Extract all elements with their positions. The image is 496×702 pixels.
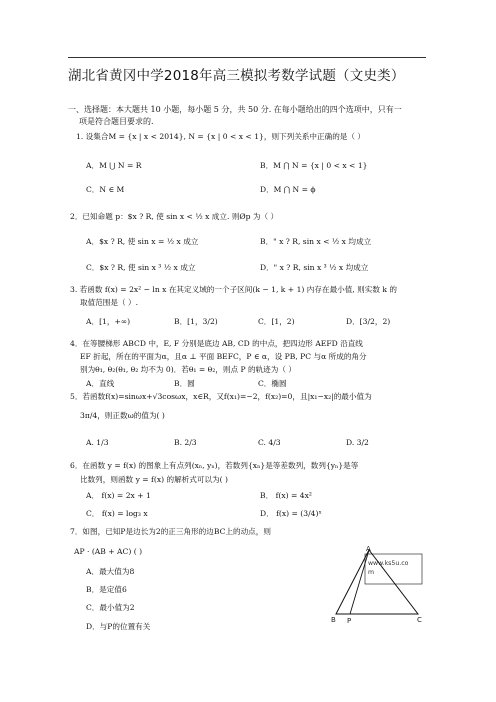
q1-option-c: C．N ∈ M: [86, 185, 125, 194]
q5-option-a: A. 1/3: [86, 438, 109, 447]
q5-option-d: D. 3/2: [346, 438, 369, 447]
section-instruction-line1: 一、选择题：本大题共 10 小题，每小题 5 分，共 50 分. 在每小题给出的四个选项中，只有一: [68, 105, 402, 114]
label-vertex-c: C: [417, 616, 422, 624]
q6-option-d: D． f(x) = (3/4)ˣ: [260, 509, 322, 518]
q3-option-d: D．[3/2，2): [346, 317, 391, 326]
q2-option-d: D．" x ? R, sin x ³ ½ x 均成立: [260, 263, 369, 272]
q5-option-c: C. 4/3: [258, 438, 281, 447]
q6-option-b: B． f(x) = 4x²: [260, 491, 312, 500]
triangle-figure: [330, 542, 430, 624]
q5-line1: 5．若函数f(x)=sinωx+√3cosωx，x∈R，又f(x₁)=−2，f(x₂)=0，且|x₁−x₂|的最小值为: [70, 392, 372, 401]
q5-option-b: B. 2/3: [174, 438, 197, 447]
top-rule: [68, 57, 426, 58]
q7-expression: AP · (AB + AC) ( ): [74, 547, 143, 556]
q3-stem-line2: 取值范围是（ ）.: [80, 298, 138, 307]
q1-option-d: D．M ⋂ N = ϕ: [260, 185, 316, 194]
q7-option-d: D．与P的位置有关: [86, 622, 151, 631]
page-title: 湖北省黄冈中学2018年高三模拟考数学试题（文史类）: [68, 68, 405, 84]
q7-option-a: A．最大值为8: [86, 567, 135, 576]
watermark-text-line2: m: [368, 569, 375, 576]
q4-line1: 4．在等腰梯形 ABCD 中，E, F 分别是底边 AB, CD 的中点，把四边形 AEFD 沿直线: [70, 339, 363, 348]
label-vertex-p: P: [347, 617, 352, 624]
q7-line1: 7．如图，已知P是边长为2的正三角形的边BC上的动点，则: [70, 527, 271, 536]
q4-option-a: A．直线: [86, 379, 115, 388]
section-instruction-line2: 项是符合题目要求的.: [79, 117, 154, 126]
label-vertex-a: A: [366, 545, 371, 553]
q2-option-c: C．$x ? R, 使 sin x ³ ½ x 成立: [86, 263, 196, 272]
label-vertex-b: B: [331, 616, 336, 624]
q1-option-a: A．M ⋃ N = R: [86, 161, 142, 170]
q4-line3: 别为θ₁, θ₂(θ₁, θ₂ 均不为 0)．若θ₁ = θ₂，则点 P 的轨迹为（ ）: [80, 365, 296, 374]
q3-option-c: C．[1，2): [258, 317, 295, 326]
q1-stem: 1. 设集合M = {x | x < 2014}, N = {x | 0 < x < 1}，则下列关系中正确的是（ ）: [76, 132, 365, 141]
q2-stem: 2．已知命题 p：$x ? R, 使 sin x < ½ x 成立. 则Øp 为（ ）: [70, 212, 279, 221]
q6-line1: 6．在函数 y = f(x) 的图象上有点列(xₙ, yₙ)，若数列{xₙ}是等差数列，数列{yₙ}是等: [70, 461, 359, 470]
q6-option-a: A． f(x) = 2x + 1: [86, 491, 151, 500]
q7-option-b: B．是定值6: [86, 585, 127, 594]
q6-line2: 比数列，则函数 y = f(x) 的解析式可以为( ): [80, 475, 228, 484]
q3-option-b: B．[1，3/2): [174, 317, 218, 326]
q3-stem-line1: 3. 若函数 f(x) = 2x² − ln x 在其定义域的一个子区间(k − 1, k + 1) 内存在最小值, 则实数 k 的: [70, 285, 397, 294]
q3-option-a: A．[1，+∞): [86, 317, 131, 326]
q2-option-a: A．$x ? R, 使 sin x = ½ x 成立: [86, 237, 199, 246]
q4-option-c: C．椭圆: [258, 379, 287, 388]
q4-line2: EF 折起，所在的平面为α，且α ⊥ 平面 BEFC，P ∈ α，设 PB, PC 与α 所成的角分: [80, 352, 367, 361]
q6-option-c: C． f(x) = log₃ x: [86, 509, 148, 518]
q2-option-b: B．" x ? R, sin x < ½ x 均成立: [260, 237, 372, 246]
q1-option-b: B．M ⋂ N = {x | 0 < x < 1}: [260, 161, 368, 170]
q7-option-c: C．最小值为2: [86, 603, 135, 612]
watermark-text-line1: www.ks5u.co: [368, 560, 409, 567]
q4-option-b: B．圆: [174, 379, 195, 388]
q5-line2: 3π/4，则正数ω的值为( ): [80, 411, 165, 420]
